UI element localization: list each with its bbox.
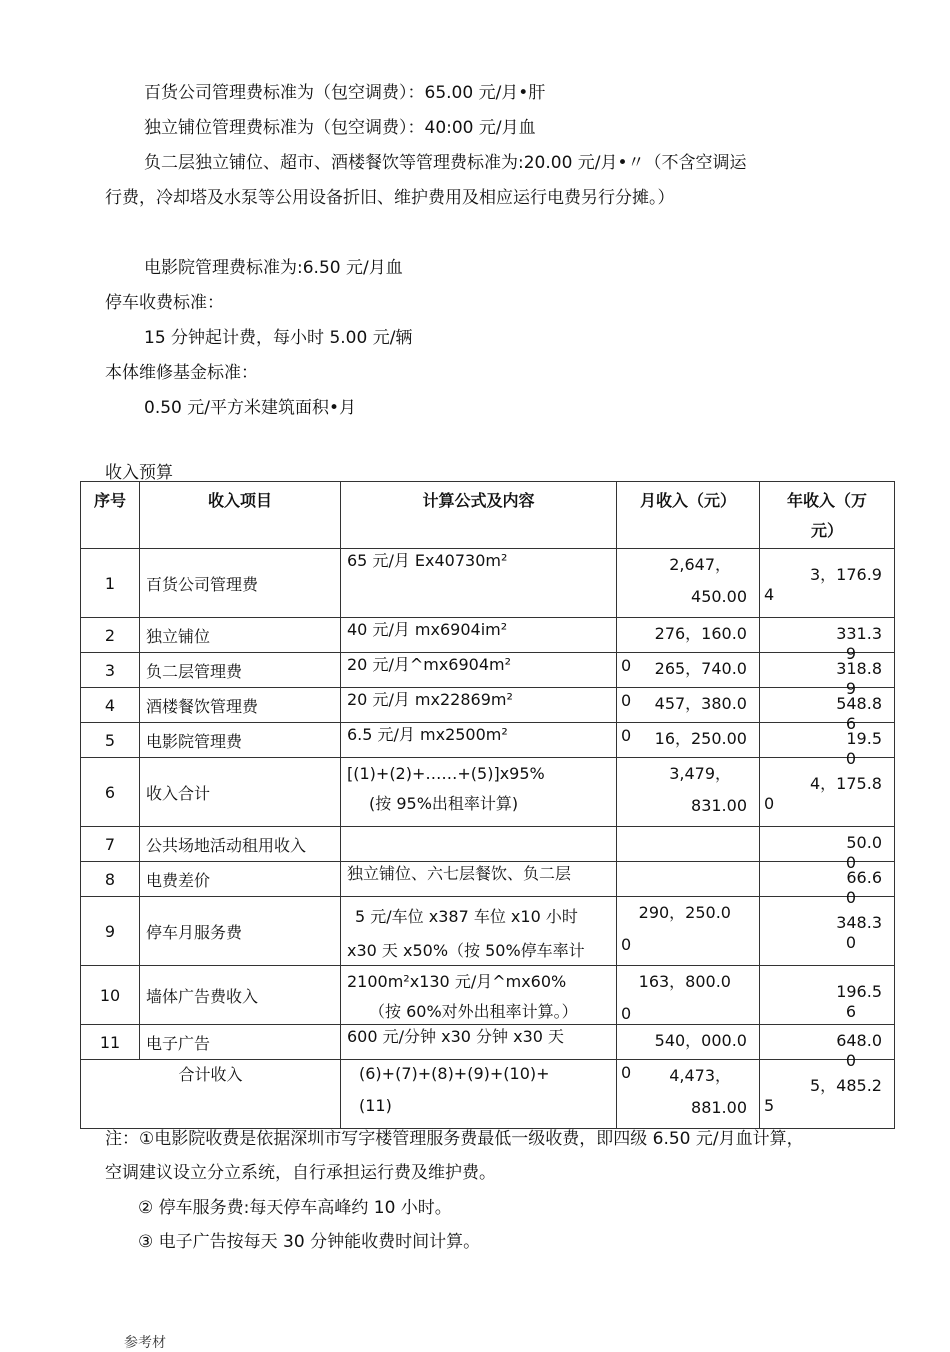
cell-total-label [81, 1060, 341, 1129]
row-year-1: 331.3 [836, 624, 882, 643]
cell-item [140, 688, 341, 723]
row-formula: 5 元/车位 x387 车位 x10 小时 [355, 907, 578, 926]
table-row [81, 723, 895, 758]
row-item: 酒楼餐饮管理费 [146, 696, 259, 716]
row-year-1: 3，176.9 [810, 565, 882, 584]
cell-idx [81, 618, 140, 653]
row-index: 8 [104, 869, 116, 889]
row-year-2: 0 [845, 933, 856, 952]
table-row [81, 549, 895, 618]
row-year-2: 4 [764, 585, 775, 604]
cell-item [140, 827, 341, 862]
cell-idx [81, 549, 140, 618]
cell-month [617, 966, 760, 1025]
row-formula: 600 元/分钟 x30 分钟 x30 天 [347, 1027, 565, 1046]
cell-formula [341, 688, 617, 723]
cell-total-year [760, 1060, 895, 1129]
row-formula: 40 元/月 mx6904im² [347, 620, 508, 639]
row-year-2: 9 [845, 644, 856, 663]
cell-formula [341, 723, 617, 758]
row-month-2: 0 [621, 1004, 632, 1023]
row-formula: 20 元/月 mx22869m² [347, 690, 513, 709]
row-year-1: 196.5 [836, 982, 882, 1001]
cell-idx [81, 723, 140, 758]
row-formula-2 [347, 573, 616, 579]
cell-month [617, 862, 760, 897]
intro-line-2: 独立铺位管理费标准为（包空调费）：40:00 元/月血 [144, 118, 536, 138]
row-year-2: 0 [845, 749, 856, 768]
cell-formula [341, 1025, 617, 1060]
row-item: 电费差价 [146, 870, 211, 890]
cell-year [760, 966, 895, 1025]
table-row [81, 862, 895, 897]
row-year-2: 0 [845, 1051, 856, 1070]
row-month-2: 0 [621, 656, 632, 675]
row-item: 电影院管理费 [146, 731, 243, 751]
row-month-1: 16，250.00 [654, 729, 747, 748]
table-caption: 收入预算 [105, 463, 173, 483]
intro-line-4: 电影院管理费标准为:6.50 元/月血 [144, 258, 403, 278]
note-1b: 空调建议设立分立系统，自行承担运行费及维护费。 [105, 1163, 496, 1183]
intro-line-3a: 负二层独立铺位、超市、酒楼餐饮等管理费标准为:20.00 元/月•〃（不含空调运 [144, 153, 747, 173]
table-row [81, 653, 895, 688]
row-month-1: 540，000.0 [654, 1031, 747, 1050]
row-year-2: 0 [845, 888, 856, 907]
table-row [81, 758, 895, 827]
note-2: ② 停车服务费:每天停车高峰约 10 小时。 [138, 1198, 452, 1218]
cell-formula [341, 966, 617, 1025]
row-year-2: 6 [845, 714, 856, 733]
header-month: 月收入（元） [617, 482, 760, 549]
note-3: ③ 电子广告按每天 30 分钟能收费时间计算。 [138, 1232, 481, 1252]
intro-line-8: 0.50 元/平方米建筑面积•月 [144, 398, 357, 418]
total-formula: (6)+(7)+(8)+(9)+(10)+ [359, 1064, 550, 1083]
row-index: 11 [99, 1032, 121, 1052]
row-formula-2 [347, 1049, 616, 1055]
intro-line-6: 15 分钟起计费，每小时 5.00 元/辆 [144, 328, 413, 348]
intro-line-3b: 行费，冷却塔及水泵等公用设备折旧、维护费用及相应运行电费另行分摊。） [105, 188, 675, 208]
row-month-2: 0 [621, 935, 632, 954]
row-month-2: 0 [621, 726, 632, 745]
row-month-1: 290，250.0 [638, 903, 731, 922]
row-index: 5 [104, 730, 116, 750]
cell-idx [81, 966, 140, 1025]
cell-month [617, 758, 760, 827]
cell-formula [341, 758, 617, 827]
row-item: 独立铺位 [146, 626, 211, 646]
cell-year [760, 549, 895, 618]
row-year-1: 66.6 [846, 868, 882, 887]
row-year-2: 9 [845, 679, 856, 698]
row-index: 2 [104, 625, 116, 645]
cell-year [760, 827, 895, 872]
table-row [81, 897, 895, 966]
cell-formula [341, 897, 617, 966]
header-item: 收入项目 [140, 482, 341, 549]
total-year-2: 5 [764, 1096, 775, 1115]
row-month-1: 2,647， [669, 555, 731, 574]
cell-year [760, 862, 895, 907]
row-formula-2 [347, 886, 616, 892]
row-index: 4 [104, 695, 116, 715]
table-header-row [81, 482, 895, 549]
row-index: 6 [104, 782, 116, 802]
income-budget-table [80, 481, 895, 1129]
header-formula: 计算公式及内容 [341, 482, 617, 549]
row-year-1: 50.0 [846, 833, 882, 852]
row-year-2: 0 [764, 794, 775, 813]
page-footer: 参考材 [124, 1335, 166, 1351]
cell-year [760, 758, 895, 827]
row-formula-2: x30 天 x50%（按 50%停车率计 [347, 941, 585, 960]
note-1a: 注：①电影院收费是依据深圳市写字楼管理服务费最低一级收费，即四级 6.50 元/月血计算， [105, 1129, 804, 1149]
cell-month [617, 723, 760, 758]
row-month-2: 831.00 [691, 796, 747, 815]
total-label: 合计收入 [178, 1065, 243, 1084]
row-formula: 2100m²x130 元/月^mx60% [347, 972, 567, 991]
table-row [81, 827, 895, 862]
cell-item [140, 897, 341, 966]
total-formula-2: (11) [359, 1096, 392, 1115]
row-year-1: 318.8 [836, 659, 882, 678]
cell-year [760, 688, 895, 733]
row-month-2: 0 [621, 1063, 632, 1082]
row-formula-2: （按 60%对外出租率计算。） [369, 1002, 578, 1021]
row-month-1: 265，740.0 [654, 659, 747, 678]
row-formula: 6.5 元/月 mx2500m² [347, 725, 508, 744]
table-row [81, 688, 895, 723]
cell-month [617, 897, 760, 966]
row-year-1: 348.3 [836, 913, 882, 932]
row-item: 收入合计 [146, 783, 211, 803]
row-item: 百货公司管理费 [146, 574, 259, 594]
row-index: 1 [104, 573, 116, 593]
cell-item [140, 758, 341, 827]
cell-year [760, 618, 895, 663]
row-year-1: 548.8 [836, 694, 882, 713]
cell-item [140, 723, 341, 758]
total-year-1: 5，485.2 [810, 1076, 882, 1095]
cell-year [760, 897, 895, 966]
row-index: 7 [104, 834, 116, 854]
row-formula: [(1)+(2)+……+(5)]x95% [347, 764, 545, 783]
intro-line-5: 停车收费标准： [105, 293, 224, 313]
cell-item [140, 618, 341, 653]
row-year-1: 19.5 [846, 729, 882, 748]
row-index: 10 [99, 985, 121, 1005]
cell-item [140, 549, 341, 618]
cell-item [140, 862, 341, 897]
cell-idx [81, 758, 140, 827]
header-year-b: 元） [810, 521, 843, 540]
cell-year [760, 653, 895, 698]
cell-item [140, 966, 341, 1025]
cell-formula [341, 549, 617, 618]
row-formula-2 [347, 677, 616, 683]
cell-item [140, 1025, 341, 1060]
row-formula-2 [347, 642, 616, 648]
row-item: 停车月服务费 [146, 922, 243, 942]
cell-idx [81, 897, 140, 966]
cell-idx [81, 827, 140, 862]
row-month-2: 450.00 [691, 587, 747, 606]
table-row [81, 966, 895, 1025]
cell-formula [341, 827, 617, 862]
row-formula-2 [347, 712, 616, 718]
row-item: 负二层管理费 [146, 661, 243, 681]
row-item: 公共场地活动租用收入 [146, 835, 307, 855]
row-month-1: 457，380.0 [654, 694, 747, 713]
row-year-2: 6 [845, 1002, 856, 1021]
row-index: 3 [104, 660, 116, 680]
row-year-2: 0 [845, 853, 856, 872]
total-month-1: 4,473， [669, 1066, 731, 1085]
header-year-a: 年收入（万 [786, 491, 867, 510]
row-year-1: 648.0 [836, 1031, 882, 1050]
row-item: 电子广告 [146, 1033, 211, 1053]
intro-line-7: 本体维修基金标准： [105, 363, 258, 383]
row-month-1: 276，160.0 [654, 624, 747, 643]
cell-month [617, 549, 760, 618]
row-month-1: 163，800.0 [638, 972, 731, 991]
cell-month [617, 827, 760, 862]
cell-idx [81, 688, 140, 723]
cell-idx [81, 1025, 140, 1060]
row-item: 墙体广告费收入 [146, 986, 259, 1006]
table-row [81, 1025, 895, 1060]
table-row [81, 618, 895, 653]
cell-year [760, 1025, 895, 1070]
cell-year [760, 723, 895, 768]
row-year-1: 4，175.8 [810, 774, 882, 793]
row-formula: 20 元/月^mx6904m² [347, 655, 512, 674]
intro-line-1: 百货公司管理费标准为（包空调费）：65.00 元/月•肝 [144, 83, 546, 103]
row-formula: 65 元/月 Ex40730m² [347, 551, 508, 570]
cell-formula [341, 862, 617, 897]
header-year [760, 482, 895, 549]
cell-total-formula [341, 1060, 617, 1129]
row-formula: 独立铺位、六七层餐饮、负二层 [347, 864, 572, 883]
cell-item [140, 653, 341, 688]
row-month-2: 0 [621, 691, 632, 710]
header-idx: 序号 [81, 482, 140, 549]
cell-formula [341, 653, 617, 688]
cell-idx [81, 653, 140, 688]
row-month-1: 3,479， [669, 764, 731, 783]
cell-idx [81, 862, 140, 897]
table-total-row [81, 1060, 895, 1129]
cell-total-month [617, 1060, 760, 1129]
row-index: 9 [104, 921, 116, 941]
total-month-2: 881.00 [691, 1098, 747, 1117]
row-formula-2 [347, 747, 616, 753]
row-formula-2 [347, 827, 616, 833]
cell-formula [341, 618, 617, 653]
row-formula-2: (按 95%出租率计算) [369, 794, 519, 813]
